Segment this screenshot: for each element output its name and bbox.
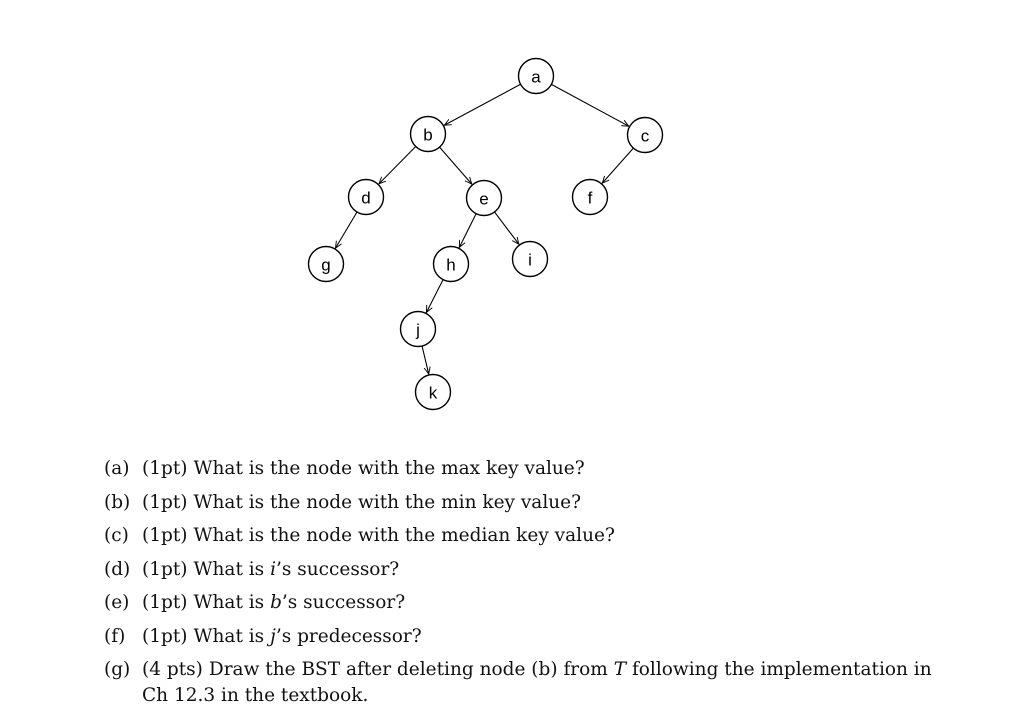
question-points: (1pt) — [142, 458, 188, 479]
question-a — [104, 456, 944, 482]
question-list — [104, 456, 944, 717]
node-a — [519, 59, 554, 94]
node-label: i — [528, 250, 532, 270]
question-text: What is j’s predecessor? — [193, 625, 422, 647]
question-label: (c) — [104, 525, 129, 546]
question-label: (a) — [104, 458, 130, 479]
node-i — [513, 242, 548, 277]
question-label: (d) — [104, 558, 131, 580]
node-label: e — [479, 189, 489, 209]
node-label: f — [587, 188, 593, 208]
node-g — [309, 247, 344, 282]
node-d — [349, 180, 384, 215]
question-label: (b) — [104, 491, 131, 513]
question-points: (1pt) — [142, 491, 188, 513]
question-label: (f) — [104, 625, 126, 647]
question-text: What is the node with the min key value? — [193, 491, 582, 513]
question-text: What is i’s successor? — [193, 558, 400, 580]
tree-nodes — [309, 59, 663, 410]
edge-e-h — [459, 214, 476, 248]
question-points: (1pt) — [142, 592, 188, 613]
node-label: j — [416, 320, 420, 340]
node-label: a — [531, 67, 541, 87]
question-points: (1pt) — [142, 525, 188, 546]
edge-h-j — [426, 280, 443, 313]
node-label: h — [446, 255, 456, 275]
question-text: What is the node with the max key value? — [193, 458, 585, 479]
question-f — [104, 624, 944, 650]
edge-c-f — [602, 148, 633, 183]
node-k — [416, 375, 451, 410]
node-label: c — [640, 126, 650, 146]
edge-b-e — [440, 147, 472, 184]
node-label: d — [361, 188, 371, 208]
question-text: Draw the BST after deleting node (b) from T following the implementation in Ch 12.3 in the textbook. — [142, 659, 932, 706]
edge-e-i — [495, 212, 519, 244]
node-label: g — [321, 255, 331, 275]
node-j — [401, 312, 436, 347]
question-b — [104, 490, 944, 516]
node-b — [411, 117, 446, 152]
question-c — [104, 523, 944, 549]
question-points: (1pt) — [142, 625, 188, 647]
tree-edges — [335, 84, 633, 374]
edge-j-k — [422, 346, 429, 374]
question-label: (e) — [104, 592, 130, 613]
question-text: What is the node with the median key value? — [193, 525, 615, 546]
question-points: (4 pts) — [142, 659, 203, 680]
question-label: (g) — [104, 659, 131, 680]
edge-a-b — [444, 84, 520, 125]
question-d — [104, 557, 944, 583]
edge-b-d — [379, 146, 416, 183]
question-text: What is b’s successor? — [193, 592, 406, 613]
node-e — [467, 181, 502, 216]
question-points: (1pt) — [142, 558, 188, 580]
edge-d-g — [335, 212, 357, 248]
node-h — [434, 247, 469, 282]
node-f — [573, 180, 608, 215]
node-c — [628, 118, 663, 153]
edge-a-c — [551, 84, 628, 126]
question-e — [104, 590, 944, 616]
node-label: b — [423, 125, 433, 145]
question-g — [104, 657, 944, 709]
node-label: k — [428, 383, 438, 403]
